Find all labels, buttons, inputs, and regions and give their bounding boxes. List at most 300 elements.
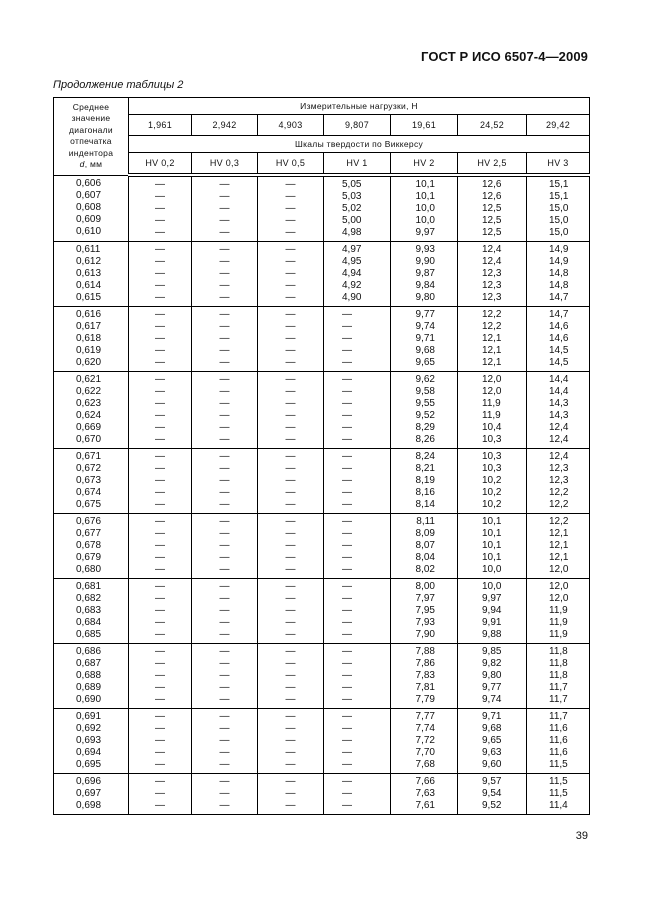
- diameter-cell: [54, 175, 129, 242]
- cell-value: —: [155, 227, 165, 238]
- row-group: [54, 307, 590, 372]
- cell-value: 7,68: [415, 759, 435, 770]
- cell-value: 11,7: [549, 694, 568, 705]
- cell-value: 12,1: [482, 333, 502, 344]
- cell-value: 14,7: [549, 309, 569, 320]
- hv25-cell: [458, 307, 527, 372]
- cell-value: —: [285, 227, 296, 238]
- cell-value: 7,88: [415, 646, 435, 657]
- cell-value: 11,9: [549, 605, 568, 616]
- hv05-cell: [258, 449, 324, 514]
- diameter-cell: [54, 449, 129, 514]
- hv1-cell: [324, 372, 391, 449]
- cell-value: —: [155, 410, 165, 421]
- hv05-cell: [258, 242, 324, 307]
- cell-value: —: [219, 357, 230, 368]
- hv05-cell: [258, 579, 324, 644]
- cell-value: 0,669: [76, 422, 102, 433]
- cell-value: —: [342, 658, 352, 669]
- cell-value: 0,608: [76, 201, 102, 213]
- cell-value: —: [219, 256, 230, 267]
- load-value: 9,807: [324, 115, 391, 136]
- hv02-cell: [129, 514, 192, 579]
- cell-value: 11,5: [549, 759, 568, 770]
- cell-value: —: [342, 564, 352, 575]
- cell-value: —: [285, 670, 296, 681]
- cell-value: 5,03: [342, 191, 362, 202]
- cell-value: 7,90: [415, 629, 435, 640]
- hv03-cell: [192, 175, 258, 242]
- cell-value: —: [155, 552, 165, 563]
- hv02-cell: [129, 774, 192, 815]
- cell-value: —: [342, 434, 352, 445]
- cell-value: —: [342, 617, 352, 628]
- first-column-header-line: d, мм: [79, 159, 103, 170]
- cell-value: —: [155, 191, 165, 202]
- cell-value: —: [155, 682, 165, 693]
- cell-value: —: [342, 345, 352, 356]
- hv05-cell: [258, 774, 324, 815]
- table-row: [54, 644, 590, 709]
- hv03-cell: [192, 372, 258, 449]
- hv3-cell: [527, 579, 590, 644]
- row-group: [54, 579, 590, 644]
- cell-value: 14,3: [549, 410, 569, 421]
- cell-value: —: [155, 475, 165, 486]
- cell-value: 0,672: [76, 463, 102, 474]
- cell-value: 14,5: [549, 357, 569, 368]
- cell-value: 0,680: [76, 564, 102, 575]
- cell-value: —: [155, 321, 165, 332]
- hv2-cell: [391, 514, 458, 579]
- cell-value: 7,83: [415, 670, 435, 681]
- cell-value: 10,1: [415, 191, 435, 202]
- cell-value: 10,0: [415, 203, 435, 214]
- cell-value: 0,676: [76, 516, 102, 527]
- cell-value: —: [219, 564, 230, 575]
- load-value: 29,42: [527, 115, 590, 136]
- cell-value: 12,6: [482, 191, 502, 202]
- cell-value: —: [219, 321, 230, 332]
- cell-value: —: [219, 776, 230, 787]
- cell-value: 0,693: [76, 735, 102, 746]
- cell-value: —: [285, 564, 296, 575]
- cell-value: —: [219, 475, 230, 486]
- cell-value: —: [342, 374, 352, 385]
- cell-value: —: [285, 203, 296, 214]
- hv05-cell: [258, 372, 324, 449]
- cell-value: 0,687: [76, 658, 102, 669]
- hv3-cell: [527, 774, 590, 815]
- hv2-cell: [391, 774, 458, 815]
- cell-value: 12,4: [549, 434, 569, 445]
- cell-value: 0,617: [76, 321, 102, 332]
- cell-value: 12,1: [549, 540, 569, 551]
- cell-value: 5,02: [342, 203, 362, 214]
- cell-value: 12,0: [549, 581, 569, 592]
- cell-value: 15,0: [549, 227, 569, 238]
- cell-value: 12,0: [482, 374, 502, 385]
- cell-value: —: [155, 581, 165, 592]
- cell-value: —: [285, 581, 296, 592]
- cell-value: 0,621: [76, 374, 102, 385]
- hv1-cell: [324, 175, 391, 242]
- cell-value: 11,8: [549, 646, 568, 657]
- cell-value: 0,607: [76, 189, 102, 201]
- cell-value: 14,5: [549, 345, 569, 356]
- cell-value: 8,24: [415, 451, 435, 462]
- cell-value: 10,1: [415, 179, 435, 190]
- cell-value: 7,97: [415, 593, 435, 604]
- cell-value: —: [155, 759, 165, 770]
- cell-value: 9,87: [415, 268, 435, 279]
- cell-value: 14,6: [549, 321, 569, 332]
- cell-value: —: [285, 499, 296, 510]
- scales-row: [54, 153, 590, 176]
- page-number: 39: [575, 830, 588, 842]
- cell-value: 8,02: [415, 564, 435, 575]
- hv25-cell: [458, 709, 527, 774]
- cell-value: —: [219, 682, 230, 693]
- cell-value: 9,93: [415, 244, 435, 255]
- cell-value: —: [155, 516, 165, 527]
- hv1-cell: [324, 307, 391, 372]
- cell-value: —: [342, 747, 352, 758]
- cell-value: —: [219, 540, 230, 551]
- cell-value: —: [155, 564, 165, 575]
- cell-value: 14,7: [549, 292, 569, 303]
- cell-value: —: [285, 617, 296, 628]
- cell-value: 9,74: [415, 321, 435, 332]
- cell-value: 9,68: [482, 723, 502, 734]
- cell-value: 12,2: [549, 499, 569, 510]
- cell-value: —: [285, 552, 296, 563]
- cell-value: 9,80: [482, 670, 502, 681]
- cell-value: 0,618: [76, 333, 102, 344]
- table-row: [54, 175, 590, 242]
- cell-value: —: [342, 463, 352, 474]
- cell-value: —: [219, 191, 230, 202]
- cell-value: —: [219, 451, 230, 462]
- cell-value: —: [342, 422, 352, 433]
- cell-value: 12,1: [549, 552, 569, 563]
- cell-value: —: [155, 398, 165, 409]
- cell-value: —: [155, 268, 165, 279]
- cell-value: 10,2: [482, 475, 502, 486]
- hv3-cell: [527, 242, 590, 307]
- cell-value: —: [342, 682, 352, 693]
- cell-value: 10,1: [482, 528, 502, 539]
- cell-value: —: [219, 516, 230, 527]
- hv03-cell: [192, 307, 258, 372]
- cell-value: —: [155, 528, 165, 539]
- cell-value: —: [342, 386, 352, 397]
- cell-value: 0,697: [76, 788, 102, 799]
- cell-value: —: [155, 422, 165, 433]
- cell-value: —: [219, 345, 230, 356]
- cell-value: —: [155, 333, 165, 344]
- cell-value: 7,74: [415, 723, 435, 734]
- hv1-cell: [324, 774, 391, 815]
- hv02-cell: [129, 175, 192, 242]
- load-value: 4,903: [258, 115, 324, 136]
- cell-value: —: [155, 617, 165, 628]
- cell-value: 10,3: [482, 434, 502, 445]
- cell-value: 5,00: [342, 215, 362, 226]
- hv25-cell: [458, 372, 527, 449]
- cell-value: —: [285, 682, 296, 693]
- table-row: [54, 242, 590, 307]
- cell-value: —: [155, 451, 165, 462]
- hv05-cell: [258, 175, 324, 242]
- hv1-cell: [324, 579, 391, 644]
- hv3-cell: [527, 709, 590, 774]
- hv03-cell: [192, 579, 258, 644]
- cell-value: —: [155, 723, 165, 734]
- cell-value: —: [285, 776, 296, 787]
- cell-value: —: [155, 788, 165, 799]
- cell-value: 14,9: [549, 244, 569, 255]
- cell-value: —: [219, 422, 230, 433]
- cell-value: —: [155, 735, 165, 746]
- cell-value: —: [219, 499, 230, 510]
- cell-value: —: [219, 581, 230, 592]
- cell-value: 9,60: [482, 759, 502, 770]
- first-column-header-line: индентора: [68, 147, 114, 158]
- diameter-cell: [54, 514, 129, 579]
- cell-value: —: [285, 386, 296, 397]
- hv3-cell: [527, 449, 590, 514]
- cell-value: —: [285, 540, 296, 551]
- cell-value: 8,21: [415, 463, 435, 474]
- cell-value: 9,52: [415, 410, 435, 421]
- row-group: [54, 372, 590, 449]
- cell-value: 15,1: [549, 191, 569, 202]
- cell-value: 7,70: [415, 747, 435, 758]
- cell-value: —: [342, 670, 352, 681]
- hv25-cell: [458, 242, 527, 307]
- cell-value: —: [342, 694, 352, 705]
- cell-value: —: [285, 475, 296, 486]
- cell-value: 10,4: [482, 422, 502, 433]
- cell-value: —: [219, 292, 230, 303]
- cell-value: —: [155, 280, 165, 291]
- cell-value: —: [219, 658, 230, 669]
- cell-value: 9,52: [482, 800, 502, 811]
- cell-value: 9,57: [482, 776, 502, 787]
- cell-value: 4,98: [342, 227, 362, 238]
- cell-value: 7,93: [415, 617, 435, 628]
- hv02-cell: [129, 242, 192, 307]
- cell-value: —: [155, 292, 165, 303]
- cell-value: —: [342, 723, 352, 734]
- scale-label: HV 0,2: [129, 153, 192, 176]
- cell-value: 8,19: [415, 475, 435, 486]
- hv2-cell: [391, 307, 458, 372]
- cell-value: —: [342, 410, 352, 421]
- cell-value: 9,65: [415, 357, 435, 368]
- load-value: 2,942: [192, 115, 258, 136]
- cell-value: —: [342, 646, 352, 657]
- cell-value: —: [285, 528, 296, 539]
- cell-value: —: [285, 333, 296, 344]
- cell-value: 0,679: [76, 552, 102, 563]
- cell-value: —: [219, 552, 230, 563]
- hv1-cell: [324, 514, 391, 579]
- hv03-cell: [192, 449, 258, 514]
- load-value: 24,52: [458, 115, 527, 136]
- cell-value: 0,682: [76, 593, 102, 604]
- hv2-cell: [391, 579, 458, 644]
- cell-value: 9,55: [415, 398, 435, 409]
- cell-value: 11,8: [549, 670, 568, 681]
- cell-value: —: [285, 345, 296, 356]
- cell-value: 11,6: [549, 723, 568, 734]
- row-group: [54, 175, 590, 242]
- cell-value: —: [155, 694, 165, 705]
- cell-value: 0,614: [76, 280, 102, 291]
- cell-value: 0,612: [76, 256, 102, 267]
- diameter-cell: [54, 774, 129, 815]
- cell-value: 0,675: [76, 499, 102, 510]
- cell-value: 7,95: [415, 605, 435, 616]
- cell-value: 15,1: [549, 179, 569, 190]
- scales-header: Шкалы твердости по Виккерсу: [129, 136, 590, 153]
- cell-value: 12,3: [482, 280, 502, 291]
- cell-value: 8,16: [415, 487, 435, 498]
- loads-header: Измерительные нагрузки, Н: [129, 98, 590, 115]
- cell-value: —: [285, 487, 296, 498]
- cell-value: —: [285, 629, 296, 640]
- cell-value: 0,698: [76, 800, 102, 811]
- cell-value: —: [219, 398, 230, 409]
- scale-label: HV 1: [324, 153, 391, 176]
- hv25-cell: [458, 514, 527, 579]
- cell-value: 0,624: [76, 410, 102, 421]
- cell-value: —: [342, 629, 352, 640]
- hv3-cell: [527, 514, 590, 579]
- cell-value: —: [342, 759, 352, 770]
- cell-value: 11,5: [549, 776, 568, 787]
- cell-value: —: [219, 670, 230, 681]
- cell-value: 8,14: [415, 499, 435, 510]
- cell-value: 10,3: [482, 463, 502, 474]
- cell-value: 0,677: [76, 528, 102, 539]
- first-column-header-line: значение: [71, 113, 111, 124]
- cell-value: —: [219, 434, 230, 445]
- cell-value: —: [155, 747, 165, 758]
- cell-value: —: [342, 309, 352, 320]
- cell-value: —: [285, 191, 296, 202]
- cell-value: —: [219, 374, 230, 385]
- cell-value: 11,6: [549, 735, 568, 746]
- cell-value: —: [155, 800, 165, 811]
- cell-value: —: [342, 499, 352, 510]
- cell-value: —: [155, 499, 165, 510]
- first-column-header-line: отпечатка: [70, 136, 112, 147]
- cell-value: 9,91: [482, 617, 502, 628]
- cell-value: —: [155, 658, 165, 669]
- cell-value: 0,670: [76, 434, 102, 445]
- cell-value: 11,4: [549, 800, 568, 811]
- cell-value: 4,95: [342, 256, 362, 267]
- hv02-cell: [129, 449, 192, 514]
- cell-value: 11,7: [549, 711, 568, 722]
- cell-value: 9,71: [415, 333, 435, 344]
- cell-value: —: [155, 711, 165, 722]
- cell-value: 0,616: [76, 309, 102, 320]
- cell-value: —: [342, 735, 352, 746]
- cell-value: 8,11: [416, 516, 435, 527]
- cell-value: —: [342, 581, 352, 592]
- cell-value: 11,9: [549, 629, 568, 640]
- table-row: [54, 709, 590, 774]
- row-group: [54, 514, 590, 579]
- cell-value: —: [155, 244, 165, 255]
- cell-value: 12,2: [482, 321, 502, 332]
- cell-value: 9,77: [482, 682, 502, 693]
- loads-row: [54, 115, 590, 136]
- hv1-cell: [324, 709, 391, 774]
- cell-value: —: [285, 711, 296, 722]
- diameter-cell: [54, 579, 129, 644]
- scale-label: HV 2,5: [458, 153, 527, 176]
- cell-value: 7,79: [415, 694, 435, 705]
- cell-value: 11,6: [549, 747, 568, 758]
- cell-value: —: [285, 309, 296, 320]
- cell-value: 12,2: [482, 309, 502, 320]
- cell-value: 12,4: [482, 244, 502, 255]
- cell-value: —: [285, 747, 296, 758]
- cell-value: 12,1: [549, 528, 569, 539]
- cell-value: 0,683: [76, 605, 102, 616]
- cell-value: 7,61: [415, 800, 435, 811]
- table-header: [54, 98, 590, 176]
- cell-value: —: [342, 788, 352, 799]
- hv25-cell: [458, 175, 527, 242]
- cell-value: —: [342, 800, 352, 811]
- cell-value: —: [285, 800, 296, 811]
- hv2-cell: [391, 644, 458, 709]
- cell-value: —: [285, 694, 296, 705]
- cell-value: 9,85: [482, 646, 502, 657]
- hv05-cell: [258, 644, 324, 709]
- cell-value: 0,613: [76, 268, 102, 279]
- table-caption: Продолжение таблицы 2: [53, 79, 184, 91]
- cell-value: —: [155, 463, 165, 474]
- cell-value: —: [155, 646, 165, 657]
- hv25-cell: [458, 774, 527, 815]
- cell-value: 7,86: [415, 658, 435, 669]
- cell-value: —: [219, 723, 230, 734]
- hv03-cell: [192, 644, 258, 709]
- cell-value: —: [219, 203, 230, 214]
- cell-value: 12,3: [549, 463, 569, 474]
- cell-value: 9,63: [482, 747, 502, 758]
- cell-value: 7,63: [415, 788, 435, 799]
- cell-value: 12,5: [482, 203, 502, 214]
- cell-value: 9,68: [415, 345, 435, 356]
- cell-value: 0,610: [76, 225, 102, 237]
- cell-value: 0,611: [76, 244, 101, 255]
- cell-value: 10,0: [482, 564, 502, 575]
- cell-value: 11,9: [482, 410, 501, 421]
- cell-value: —: [342, 398, 352, 409]
- cell-value: 10,1: [482, 552, 502, 563]
- cell-value: —: [342, 451, 352, 462]
- hv02-cell: [129, 372, 192, 449]
- cell-value: 12,3: [549, 475, 569, 486]
